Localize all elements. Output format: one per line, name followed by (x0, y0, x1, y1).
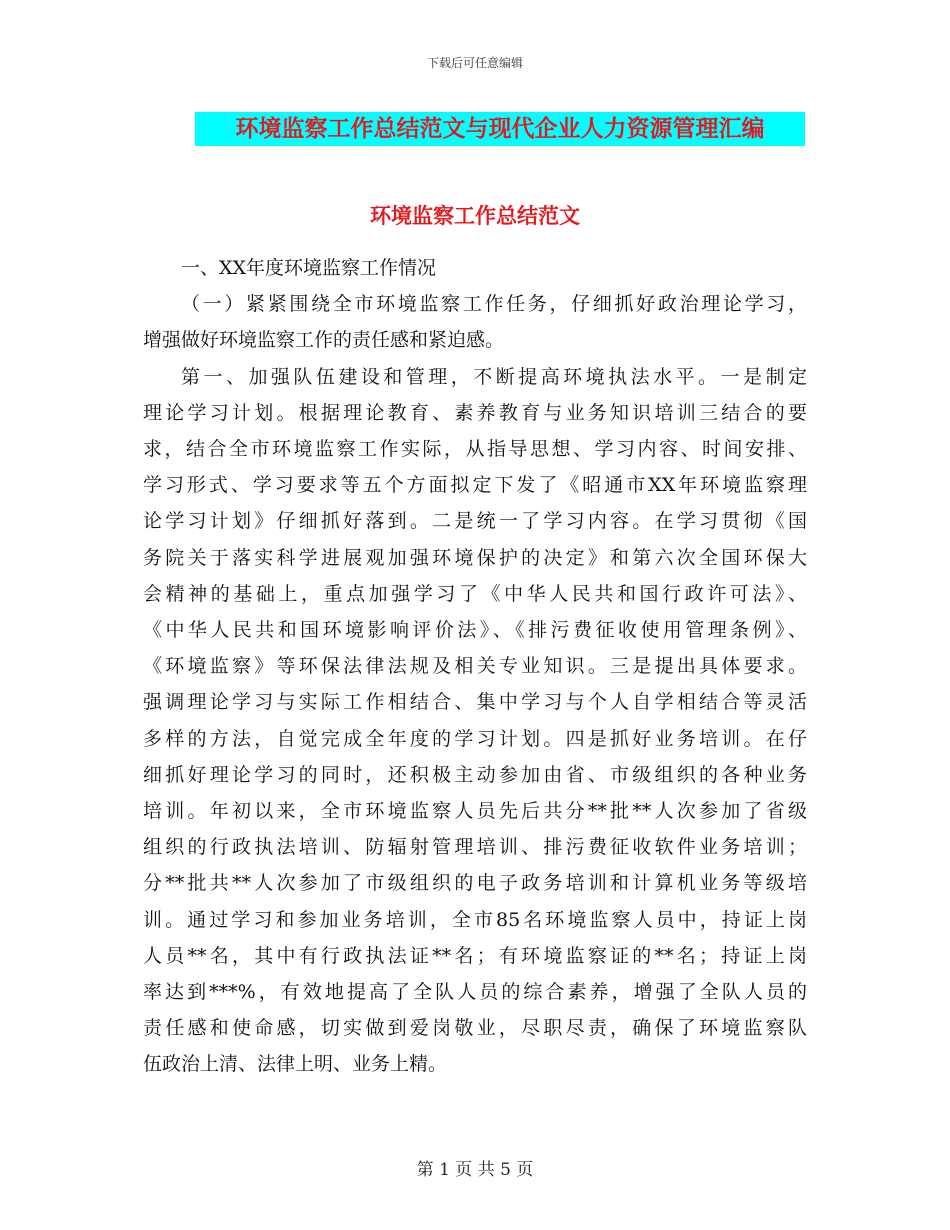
paragraph-line: 《中华人民共和国环境影响评价法》、《排污费征收使用管理条例》、 (143, 619, 807, 642)
paragraph-line: 率达到***%，有效地提高了全队人员的综合素养，增强了全队人员的 (143, 981, 807, 1004)
paragraph-line: 第一、加强队伍建设和管理，不断提高环境执法水平。一是制定 (181, 365, 807, 388)
paragraph-line: 《环境监察》等环保法律法规及相关专业知识。三是提出具体要求。 (143, 655, 807, 678)
paragraph-line: 伍政治上清、法律上明、业务上精。 (143, 1053, 448, 1076)
paragraph-line: 组织的行政执法培训、防辐射管理培训、排污费征收软件业务培训； (143, 836, 807, 859)
document-body (143, 250, 807, 1083)
paragraph-line: 强调理论学习与实际工作相结合、集中学习与个人自学相结合等灵活 (143, 691, 807, 714)
paragraph-line: 学习形式、学习要求等五个方面拟定下发了《昭通市XX年环境监察理 (143, 474, 807, 497)
paragraph-line: 分**批共**人次参加了市级组织的电子政务培训和计算机业务等级培 (143, 872, 807, 895)
section-title: 环境监察工作总结范文 (370, 203, 580, 228)
paragraph-line: 多样的方法，自觉完成全年度的学习计划。四是抓好业务培训。在仔 (143, 727, 807, 750)
paragraph-line: 责任感和使命感，切实做到爱岗敬业，尽职尽责，确保了环境监察队 (143, 1017, 807, 1040)
heading-line: 一、XX年度环境监察工作情况 (181, 257, 437, 279)
paragraph-line: 细抓好理论学习的同时，还积极主动参加由省、市级组织的各种业务 (143, 763, 807, 786)
heading-year-summary (143, 250, 807, 286)
paragraph-line: 务院关于落实科学进展观加强环境保护的决定》和第六次全国环保大 (143, 546, 807, 569)
paragraph-2 (143, 359, 807, 1083)
paragraph-line: 会精神的基础上，重点加强学习了《中华人民共和国行政许可法》、 (143, 582, 807, 605)
paragraph-line: （一）紧紧围绕全市环境监察工作任务，仔细抓好政治理论学习， (181, 293, 807, 316)
header-note: 下载后可任意编辑 (426, 56, 523, 70)
paragraph-line: 人员**名，其中有行政执法证**名；有环境监察证的**名；持证上岗 (143, 944, 807, 967)
paragraph-line: 论学习计划》仔细抓好落到。二是统一了学习内容。在学习贯彻《国 (143, 510, 807, 533)
paragraph-line: 增强做好环境监察工作的责任感和紧迫感。 (143, 329, 505, 352)
page-number-footer: 第 1 页 共 5 页 (416, 1160, 534, 1180)
paragraph-line: 求，结合全市环境监察工作实际，从指导思想、学习内容、时间安排、 (143, 438, 807, 461)
paragraph-1 (143, 286, 807, 358)
document-main-title: 环境监察工作总结范文与现代企业人力资源管理汇编 (195, 112, 805, 146)
paragraph-line: 理论学习计划。根据理论教育、素养教育与业务知识培训三结合的要 (143, 401, 807, 424)
paragraph-line: 训。通过学习和参加业务培训，全市85名环境监察人员中，持证上岗 (143, 908, 807, 931)
paragraph-line: 培训。年初以来，全市环境监察人员先后共分**批**人次参加了省级 (143, 800, 807, 823)
